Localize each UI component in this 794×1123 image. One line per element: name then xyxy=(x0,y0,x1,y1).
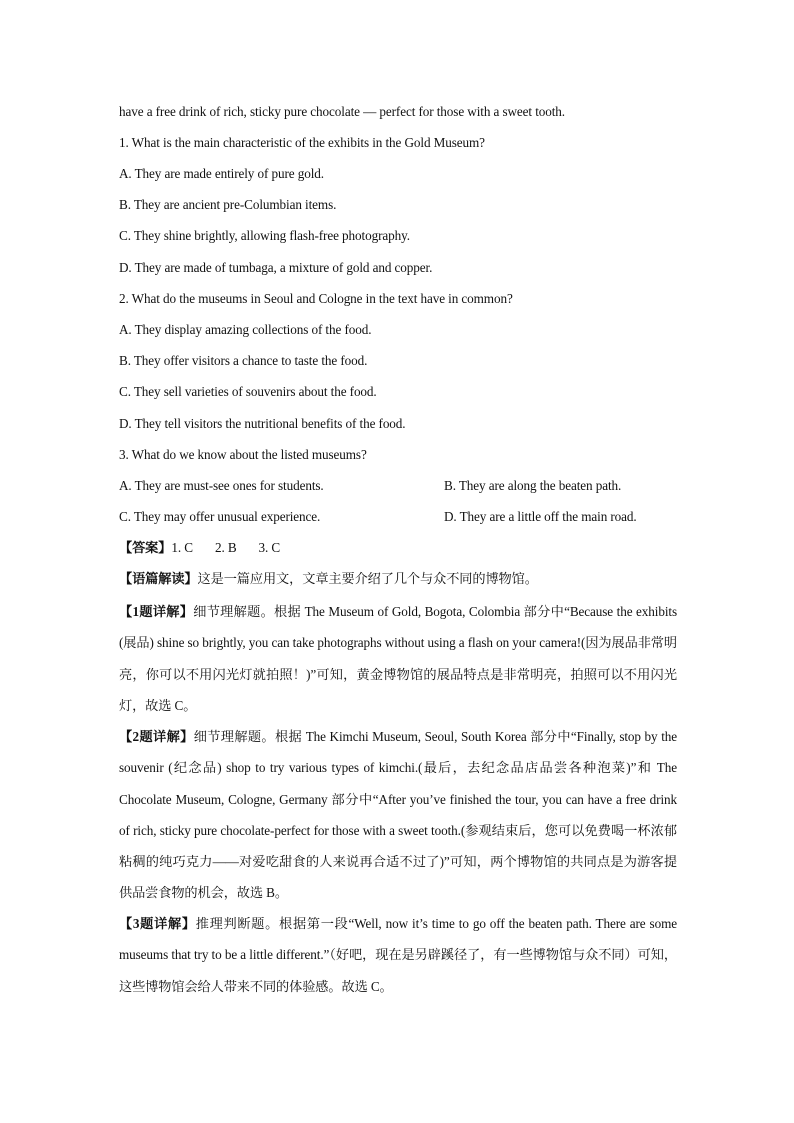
passage-tail: have a free drink of rich, sticky pure chocolate — perfect for those with a sweet tooth. xyxy=(119,104,565,119)
detail-2-label: 【2题详解】 xyxy=(119,729,194,744)
question-1-option-d: D. They are made of tumbaga, a mixture of gold and copper. xyxy=(119,260,433,275)
question-2-option-a: A. They display amazing collections of the food. xyxy=(119,322,372,337)
detail-3-text: 推理判断题。根据第一段“Well, now it’s time to go off the beaten path. There are some museums that try to be a little different.”（好吧，现在是另辟蹊径了，有一些博物馆与众不同）可知，这些博物馆会给人带来不同的体验感。故选 C。 xyxy=(119,916,677,994)
answer-item-2: 2. B xyxy=(214,540,237,555)
question-3-stem: 3. What do we know about the listed museums? xyxy=(119,447,367,462)
question-3-option-d: D. They are a little off the main road. xyxy=(444,509,637,524)
detail-3-label: 【3题详解】 xyxy=(119,916,196,931)
answer-line xyxy=(119,539,280,557)
question-1-option-b: B. They are ancient pre-Columbian items. xyxy=(119,197,337,212)
question-1-option-a: A. They are made entirely of pure gold. xyxy=(119,166,324,181)
detail-2 xyxy=(119,721,677,909)
question-3-option-c: C. They may offer unusual experience. xyxy=(119,509,321,524)
detail-2-text: 细节理解题。根据 The Kimchi Museum, Seoul, South Korea 部分中“Finally, stop by the souvenir (纪念品) shop to try various types of kimchi.(最后，去纪念品店品尝各种泡菜)”和 The Chocolate Museum, Cologne, Germany 部分中“After you’ve finished the tour, you can have a free drink of rich, sticky pure chocolate-perfect for those with a sweet tooth.(参观结束后，您可以免费喝一杯浓郁粘稠的纯巧克力——对爱吃甜食的人来说再合适不过了)”可知，两个博物馆的共同点是为游客提供品尝食物的机会，故选 B。 xyxy=(119,729,678,901)
question-1-stem: 1. What is the main characteristic of the exhibits in the Gold Museum? xyxy=(119,135,485,150)
question-1-option-c: C. They shine brightly, allowing flash-free photography. xyxy=(119,228,410,243)
question-3-option-b: B. They are along the beaten path. xyxy=(444,478,622,493)
question-2-option-d: D. They tell visitors the nutritional benefits of the food. xyxy=(119,416,406,431)
question-2-option-b: B. They offer visitors a chance to taste the food. xyxy=(119,353,368,368)
interpretation-text: 这是一篇应用文，文章主要介绍了几个与众不同的博物馆。 xyxy=(197,571,538,586)
detail-1-label: 【1题详解】 xyxy=(119,604,194,619)
answer-label: 【答案】 xyxy=(119,540,172,555)
answer-item-1: 1. C xyxy=(171,540,193,555)
question-2-option-c: C. They sell varieties of souvenirs about the food. xyxy=(119,384,377,399)
question-3-option-a: A. They are must-see ones for students. xyxy=(119,478,324,493)
detail-1 xyxy=(119,596,677,721)
interpretation-line xyxy=(119,570,538,588)
interpretation-label: 【语篇解读】 xyxy=(119,571,198,586)
answer-item-3: 3. C xyxy=(258,540,281,555)
question-2-stem: 2. What do the museums in Seoul and Cologne in the text have in common? xyxy=(119,291,513,306)
detail-1-text: 细节理解题。根据 The Museum of Gold, Bogota, Colombia 部分中“Because the exhibits (展品) shine so brightly, you can take photographs without using a flash on your camera!(因为展品非常明亮，你可以不用闪光灯就拍照！)”可知，黄金博物馆的展品特点是非常明亮，拍照可以不用闪光灯，故选 C。 xyxy=(119,604,677,713)
detail-3 xyxy=(119,908,677,1002)
